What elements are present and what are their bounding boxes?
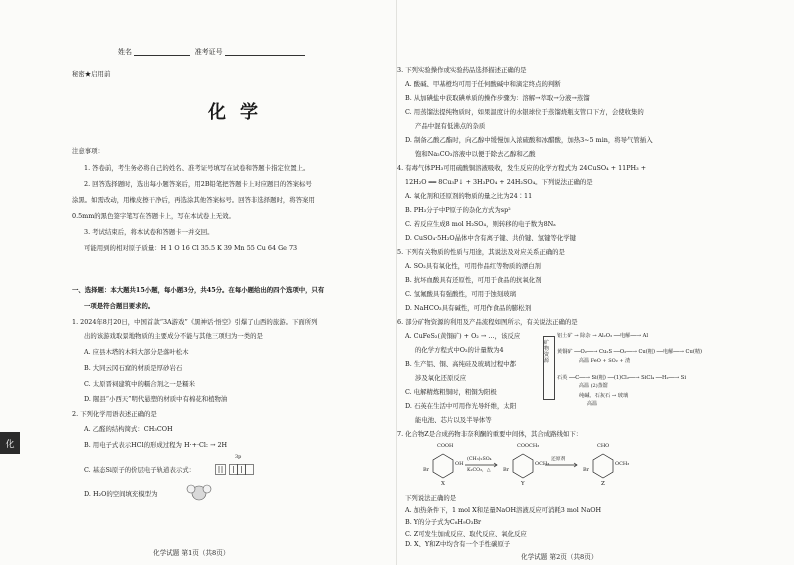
flow-row-glass: 纯碱、石灰石 → 玻璃 [579, 393, 629, 399]
q7-stem: 7. 化合物Z是合成药物非奈利酮的重要中间体，其合成路线如下： [397, 430, 583, 438]
note-2-cont2: 0.5mm的黑色签字笔写在答题卡上，写在本试卷上无效。 [72, 212, 235, 220]
q4-option-c: C. 若反应生成8 mol H₂SO₄，则转移的电子数为8Nₐ [405, 220, 556, 228]
q2-option-d: D. H₂O的空间填充模型为 [84, 490, 158, 498]
atomic-masses: 可能用到的相对原子质量：H 1 O 16 Cl 35.5 K 39 Mn 55 Cu 64 Ge 73 [84, 244, 298, 252]
mineral-flow-diagram [543, 330, 783, 410]
flow-row-glass-condition: 高温 [587, 401, 598, 407]
q4-option-a: A. 氧化剂和还原剂的物质的量之比为24∶11 [405, 192, 533, 200]
q6-stem: 6. 部分矿物资源的利用及产品流程如图所示，有关说法正确的是 [397, 318, 578, 326]
q3-option-d-cont: 饱和Na₂CO₃溶液中以便于除去乙醇和乙酸 [415, 150, 536, 158]
q7-option-d: D. X、Y和Z中均含有一个手性碳原子 [405, 540, 511, 548]
q6-option-d-cont: 能电池、芯片以及半导体等 [415, 416, 492, 424]
q4-stem-cont: 12H₂O ══ 8Cu₃P↓ + 3H₃PO₄ + 24H₂SO₄。下列说法正确的是 [405, 178, 593, 186]
q1-option-c: C. 太原晋祠建筑中的糯合剂之一是糯米 [84, 380, 195, 388]
ring-y [513, 454, 533, 478]
reagent-2-top: 还原剂 [551, 457, 566, 462]
subject-tab: 化 [0, 432, 20, 454]
q5-option-a: A. SO₂具有氧化性，可用作品红等物质的漂白剂 [405, 262, 541, 270]
reagent-1-top: (CH₃)₂SO₄ [467, 457, 492, 462]
ring-x [433, 454, 453, 478]
orbital-boxes [215, 464, 257, 476]
x-top-group: COOH [437, 443, 454, 449]
ring-z [593, 454, 613, 478]
subject-title: 化学 [208, 102, 272, 123]
q6-option-b: B. 生产铝、铜、高纯硅及玻璃过程中都 [405, 360, 517, 368]
z-br: Br [583, 467, 590, 473]
footer-page-2: 化学试题 第2页（共8页） [521, 553, 598, 561]
q5-option-d: D. NaHCO₃具有碱性，可用作食品的膨松剂 [405, 304, 532, 312]
name-blank [134, 49, 190, 56]
note-2-cont: 涂黑。如需改动，用橡皮擦干净后，再选涂其他答案标号。回答非选择题时，将答案用 [72, 196, 315, 204]
q1-stem-cont: 出的该游戏取景地物质的主要成分不能与其他三项归为一类的是 [84, 332, 263, 340]
y-br: Br [503, 467, 510, 473]
x-br: Br [423, 467, 430, 473]
q2-stem: 2. 下列化学用语表述正确的是 [72, 410, 157, 418]
label-y: Y [521, 481, 525, 487]
notes-heading: 注意事项： [72, 147, 104, 155]
q7-option-b: B. Y的分子式为C₈H₉O₃Br [405, 518, 482, 526]
water-model-icon [184, 483, 214, 501]
q6-option-a-cont: 的化学方程式中O₂的计量数为4 [415, 346, 504, 354]
y-side-group: OCH₃ [535, 461, 550, 467]
flow-row-chalcopyrite-byproduct: 高温 FeO + SO₂ + 渣 [579, 358, 631, 364]
name-field: 姓名 准考证号 [118, 48, 305, 56]
q5-option-c: C. 氢氟酸具有强酸性，可用于蚀刻玻璃 [405, 290, 516, 298]
flow-side-label: 矿物资源 [544, 340, 550, 364]
q1-stem: 1. 2024年8月20日，中国首款“3A游戏”《黑神话·悟空》引爆了山西的旅游。下面所列 [72, 318, 318, 326]
q3-option-a: A. 酸碱、甲基橙均可用于任何酸碱中和滴定终点的判断 [405, 80, 561, 88]
label-z: Z [601, 481, 605, 487]
note-1: 1. 答卷前，考生务必将自己的姓名、准考证号填写在试卷和答题卡指定位置上。 [84, 164, 310, 172]
orbital-label: 3p [235, 454, 242, 460]
q2-option-c: C. 基态Si原子的价层电子轨道表示式： [84, 466, 196, 474]
secret-mark: 秘密★启用前 [72, 70, 111, 78]
q5-option-b: B. 抗坏血酸具有还原性，可用于食品的抗氧化剂 [405, 276, 542, 284]
q5-stem: 5. 下列有关物质的性质与用途，其说法及对应关系正确的是 [397, 248, 565, 256]
q3-option-c: C. 用蒸馏法提纯物质时，如果温度计的水银球位于蒸馏烧瓶支管口下方，会使收集的 [405, 108, 644, 116]
q3-stem: 3. 下列实验操作或实验药品选择描述正确的是 [397, 66, 527, 74]
exam-no-blank [225, 49, 305, 56]
q6-option-b-cont: 涉及氧化还原反应 [415, 374, 467, 382]
q2-option-b: B. 用电子式表示HCl的形成过程为 H·+·Cl: → 2H [84, 441, 228, 449]
q4-stem: 4. 有毒气体PH₃可用硫酸铜溶液吸收，发生反应的化学方程式为 24CuSO₄ + 11PH₃ + [397, 164, 647, 172]
q3-option-c-cont: 产品中混有低沸点的杂质 [415, 122, 486, 130]
q3-option-d: D. 制备乙酸乙酯时，向乙醇中缓慢加入浓硫酸和冰醋酸，加热3~5 min，将导气管插入 [405, 136, 653, 144]
page-2 [397, 0, 794, 565]
q2-option-a: A. 乙醛的结构简式：CH₃COH [84, 425, 173, 433]
y-top-group: COOCH₃ [517, 443, 540, 449]
z-top-group: CHO [597, 443, 610, 449]
q7-option-c: C. Z可发生加成反应、取代反应、氧化反应 [405, 530, 527, 538]
q7-after: 下列说法正确的是 [405, 494, 457, 502]
q1-option-d: D. 隰县“小西天”明代悬塑的材质中有棉花和植物油 [84, 395, 228, 403]
flow-row-quartz: 石英 ──C──→ Si(粗) ──(1)Cl₂──→ SiCl₄ ──H₂──→ Si [557, 375, 687, 381]
q6-option-d: D. 石英在生活中可用作光导纤维，太阳 [405, 402, 517, 410]
section-heading-cont: 一项是符合题目要求的。 [84, 302, 155, 310]
reagent-1-bottom: K₂CO₃，△ [467, 468, 491, 473]
section-heading: 一、选择题：本大题共15小题，每小题3分，共45分。在每小题给出的四个选项中，只有 [72, 286, 325, 294]
orbital-diagram [215, 454, 257, 480]
q6-option-a: A. CuFeS₂(黄铜矿) + O₂ → …，该反应 [405, 332, 521, 340]
q4-option-b: B. PH₃分子中P原子的杂化方式为sp² [405, 206, 511, 214]
flow-row-bauxite: 铝土矿 → 除杂 → Al₂O₃ ──电解──→ Al [557, 333, 648, 339]
q1-option-b: B. 大同云冈石窟的材质是厚砂岩石 [84, 364, 183, 372]
q6-option-c: C. 电解精炼粗铜时，粗铜为阳极 [405, 388, 497, 396]
label-x: X [441, 481, 445, 487]
note-3: 3. 考试结束后，将本试卷和答题卡一并交回。 [84, 228, 214, 236]
flow-row-chalcopyrite: 黄铜矿 ──O₂──→ Cu₂S ──O₂──→ Cu(粗) ──电解──→ Cu(精) [557, 349, 703, 355]
flow-row-quartz-conditions: 高温 (2)蒸馏 [579, 383, 608, 389]
x-side-group: OH [455, 461, 464, 467]
q7-option-a: A. 加热条件下，1 mol X和足量NaOH溶液反应可消耗3 mol NaOH [405, 506, 602, 514]
q1-option-a: A. 应县木塔的木料大部分是落叶松木 [84, 348, 189, 356]
z-side-group: OCH₃ [615, 461, 630, 467]
q3-option-b: B. 从加碘盐中获取碘单质的操作步骤为：溶解→萃取→分液→蒸馏 [405, 94, 590, 102]
footer-page-1: 化学试题 第1页（共8页） [153, 549, 230, 557]
q4-option-d: D. CuSO₄·5H₂O晶体中含有离子键、共价键、氢键等化学键 [405, 234, 577, 242]
note-2: 2. 回答选择题时，选出每小题答案后，用2B铅笔把答题卡上对应题目的答案标号 [84, 180, 312, 188]
